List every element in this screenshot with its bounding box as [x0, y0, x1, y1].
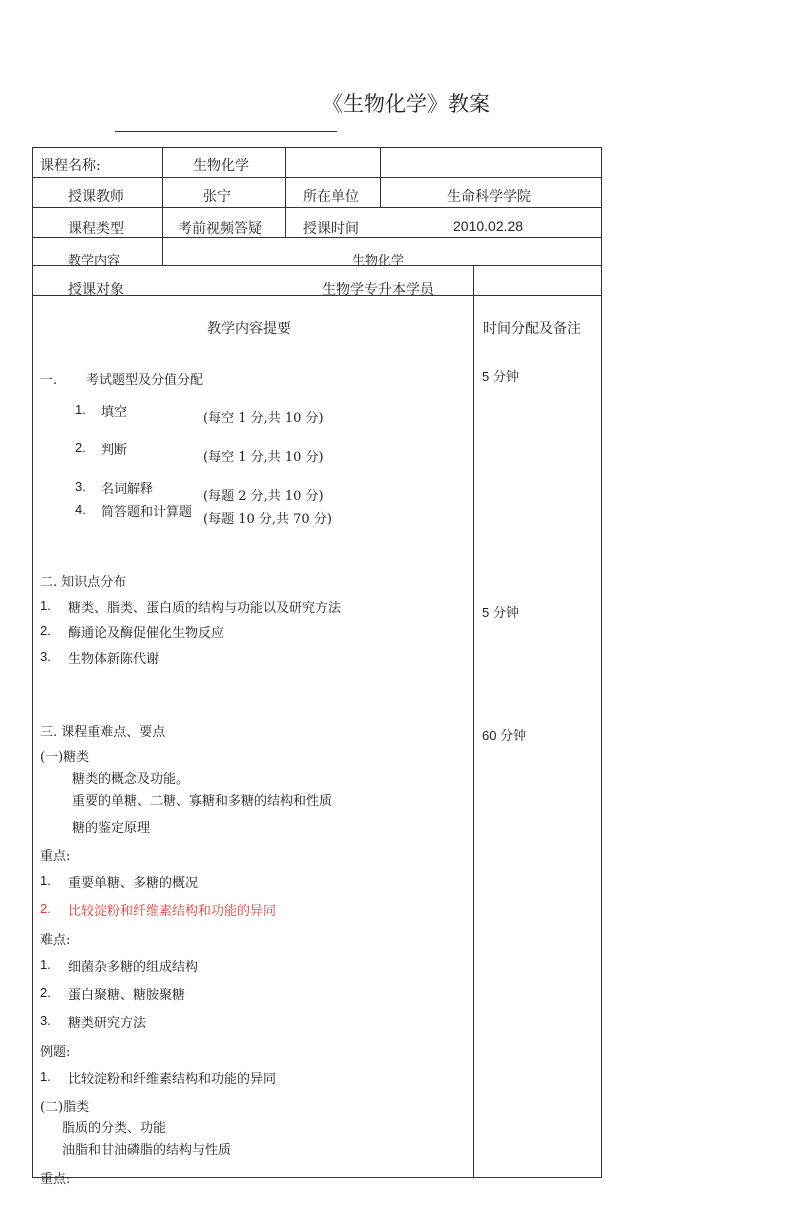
section3-time: 60 分钟 [482, 728, 527, 743]
question-type: 填空 [101, 405, 128, 420]
list-item-number: 2. [40, 901, 51, 916]
course-name-value: 生物化学 [193, 158, 249, 174]
outline-line: 脂质的分类、功能 [62, 1121, 167, 1136]
course-type-value: 考前视频答疑 [178, 221, 262, 237]
content-value: 生物化学 [352, 254, 405, 269]
list-item-number: 1. [40, 873, 51, 888]
table-col-rule [162, 147, 163, 265]
summary-header: 教学内容提要 [207, 321, 291, 337]
knowledge-point: 生物体新陈代谢 [68, 652, 160, 667]
list-item-number: 1. [40, 957, 51, 972]
table-col-rule [380, 147, 381, 207]
list-item-number: 1. [40, 1069, 51, 1084]
difficult-point: 糖类研究方法 [68, 1016, 147, 1031]
unit-label: 所在单位 [303, 189, 359, 205]
table-border-left [32, 147, 33, 1178]
question-type: 名词解释 [101, 482, 154, 497]
unit-value: 生命科学学院 [447, 189, 531, 205]
section2-heading: 二. 知识点分布 [40, 575, 127, 590]
title-underline [115, 131, 337, 132]
key-point-highlighted: 比较淀粉和纤维素结构和功能的异同 [68, 904, 277, 919]
outline-line: 糖类的概念及功能。 [72, 772, 190, 787]
knowledge-point: 酶通论及酶促催化生物反应 [68, 626, 225, 641]
list-item-number: 1. [40, 598, 51, 613]
list-item-number: 2. [40, 623, 51, 638]
outline-line: 糖的鉴定原理 [72, 821, 151, 836]
section1-time: 5 分钟 [482, 369, 519, 384]
examples-label: 例题: [40, 1045, 71, 1060]
difficult-point: 细菌杂多糖的组成结构 [68, 960, 199, 975]
time-notes-header: 时间分配及备注 [483, 321, 581, 337]
example-question: 比较淀粉和纤维素结构和功能的异同 [68, 1072, 277, 1087]
list-item-number: 2. [40, 985, 51, 1000]
content-label: 教学内容 [68, 254, 121, 269]
audience-value: 生物学专升本学员 [322, 282, 434, 298]
list-item-number: 1. [75, 402, 86, 417]
difficult-points-label: 难点: [40, 933, 71, 948]
list-item-number: 3. [75, 479, 86, 494]
table-rule [32, 207, 602, 208]
table-border-top [32, 147, 602, 148]
list-item-number: 4. [75, 502, 86, 517]
teacher-value: 张宁 [203, 189, 231, 205]
list-item-number: 2. [75, 440, 86, 455]
teacher-label: 授课教师 [68, 189, 124, 205]
outline-line: 油脂和甘油磷脂的结构与性质 [62, 1143, 232, 1158]
outline-line: 重要的单糖、二糖、寡糖和多糖的结构和性质 [72, 794, 333, 809]
section3-heading: 三. 课程重难点、要点 [40, 725, 166, 740]
section1-heading: 考试题型及分值分配 [86, 373, 204, 388]
list-item-number: 3. [40, 649, 51, 664]
score-note: (每空 1 分,共 10 分) [203, 411, 324, 426]
section2-time: 5 分钟 [482, 605, 519, 620]
question-type: 简答题和计算题 [101, 505, 193, 520]
lecture-time-label: 授课时间 [303, 221, 359, 237]
subsection-heading: (一)糖类 [40, 750, 90, 765]
section1-number: 一. [40, 373, 58, 388]
table-rule [32, 177, 602, 178]
table-border-right [601, 147, 602, 1178]
course-type-label: 课程类型 [68, 221, 124, 237]
score-note: (每题 2 分,共 10 分) [203, 489, 324, 504]
document-title: 《生物化学》教案 [322, 92, 490, 116]
key-points-label: 重点: [40, 1172, 71, 1187]
key-points-label: 重点: [40, 849, 71, 864]
list-item-number: 3. [40, 1013, 51, 1028]
course-name-label: 课程名称: [40, 158, 101, 174]
subsection-heading: (二)脂类 [40, 1100, 90, 1115]
table-col-rule [285, 147, 286, 237]
lecture-time-value: 2010.02.28 [453, 218, 524, 234]
knowledge-point: 糖类、脂类、蛋白质的结构与功能以及研究方法 [68, 601, 342, 616]
audience-label: 授课对象 [68, 282, 124, 298]
table-border-bottom [32, 1177, 602, 1178]
question-type: 判断 [101, 443, 128, 458]
difficult-point: 蛋白聚糖、糖胺聚糖 [68, 988, 186, 1003]
key-point: 重要单糖、多糖的概况 [68, 876, 199, 891]
score-note: (每题 10 分,共 70 分) [203, 512, 332, 527]
score-note: (每空 1 分,共 10 分) [203, 450, 324, 465]
table-col-rule [473, 265, 474, 1178]
